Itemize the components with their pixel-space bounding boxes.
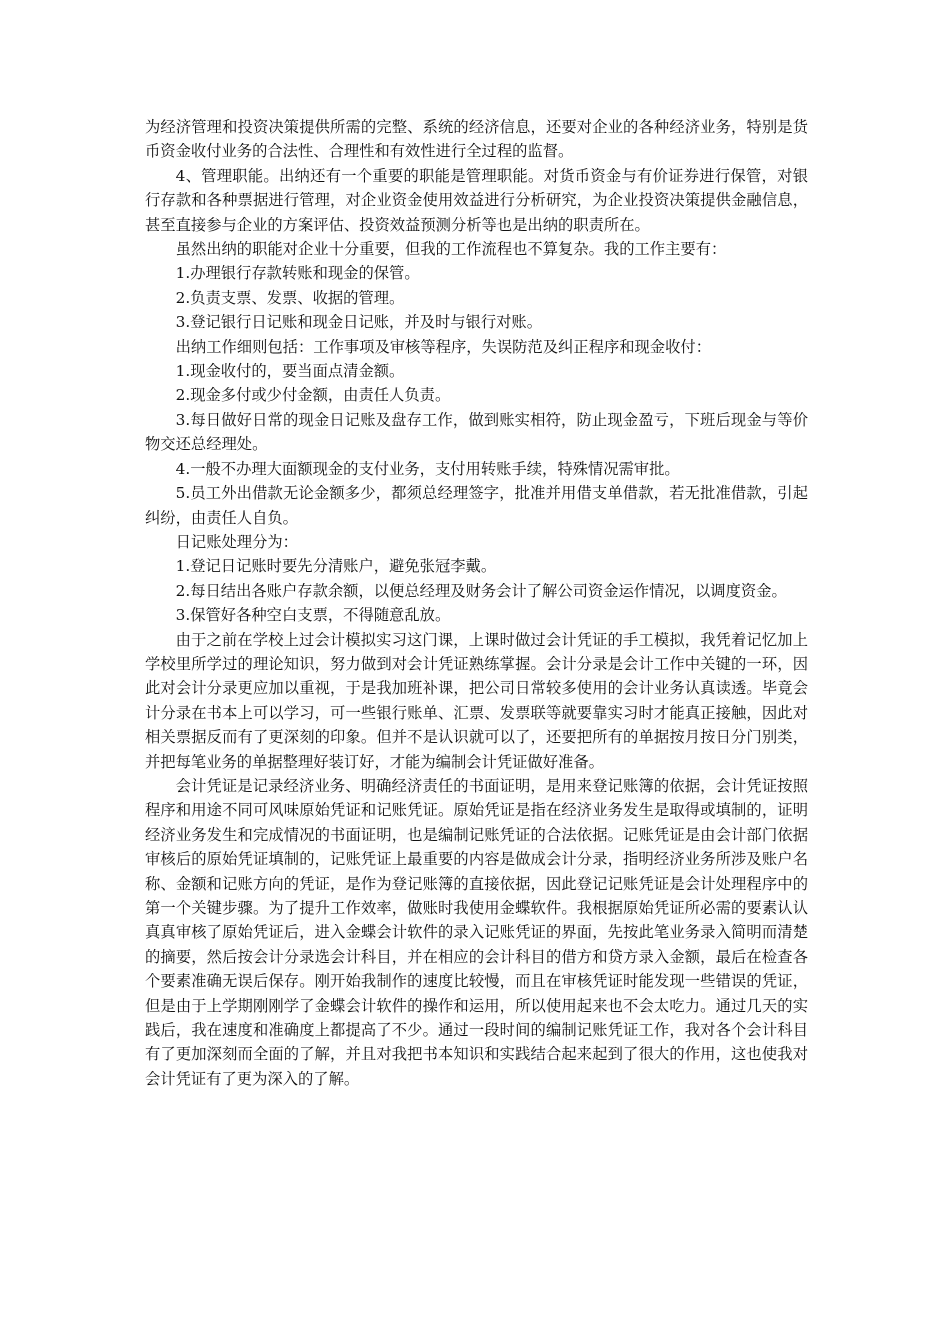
paragraph-rules-intro: 出纳工作细则包括：工作事项及审核等程序，失误防范及纠正程序和现金收付： bbox=[175, 337, 711, 356]
list-item-rule-3: 3.每日做好日常的现金日记账及盘存工作，做到账实相符，防止现金盈亏，下班后现金与等价物交还总经理处。 bbox=[145, 410, 808, 454]
paragraph-management-function: 4、管理职能。出纳还有一个重要的职能是管理职能。对货币资金与有价证券进行保管，对银行存款和各种票据进行管理，对企业资金使用效益进行分析研究，为企业投资决策提供金融信息，甚至直接参与企业的方案评估、投资效益预测分析等也是出纳的职责所在。 bbox=[145, 166, 808, 234]
paragraph-accounting-vouchers: 会计凭证是记录经济业务、明确经济责任的书面证明，是用来登记账簿的依据，会计凭证按照程序和用途不同可风味原始凭证和记账凭证。原始凭证是指在经济业务发生是取得或填制的，证明经济业务发生和完成情况的书面证明，也是编制记账凭证的合法依据。记账凭证是由会计部门依据审核后的原始凭证填制的，记账凭证上最重要的内容是做成会计分录，指明经济业务所涉及账户名称、金额和记账方向的凭证，是作为登记账簿的直接依据，因此登记记账凭证是会计处理程序中的第一个关键步骤。为了提升工作效率，做账时我使用金蝶软件。我根据原始凭证所必需的要素认认真真审核了原始凭证后，进入金蝶会计软件的录入记账凭证的界面，先按此笔业务录入简明而清楚的摘要，然后按会计分录选会计科目，并在相应的会计科目的借方和贷方录入金额，最后在检查各个要素准确无误后保存。刚开始我制作的速度比较慢，而且在审核凭证时能发现一些错误的凭证，但是由于上学期刚刚学了金蝶会计软件的操作和运用，所以使用起来也不会太吃力。通过几天的实践后，我在速度和准确度上都提高了不少。通过一段时间的编制记账凭证工作，我对各个会计科目有了更加深刻而全面的了解，并且对我把书本知识和实践结合起来起到了很大的作用，这也使我对会计凭证有了更为深入的了解。 bbox=[145, 776, 808, 1088]
paragraph-journal-intro: 日记账处理分为： bbox=[175, 532, 298, 551]
list-item-journal-3: 3.保管好各种空白支票，不得随意乱放。 bbox=[175, 606, 451, 625]
paragraph-accounting-practice: 由于之前在学校上过会计模拟实习这门课，上课时做过会计凭证的手工模拟，我凭着记忆加上学校里所学过的理论知识，努力做到对会计凭证熟练掌握。会计分录是会计工作中关键的一环，因此对会计分录更应加以重视，于是我加班补课，把公司日常较多使用的会计业务认真读透。毕竟会计分录在书本上可以学习，可一些银行账单、汇票、发票联等就要靠实习时才能真正接触，因此对相关票据反而有了更深刻的印象。但并不是认识就可以了，还要把所有的单据按月按日分门别类，并把每笔业务的单据整理好装订好，才能为编制会计凭证做好准备。 bbox=[145, 630, 808, 771]
list-item-journal-1: 1.登记日记账时要先分清账户，避免张冠李戴。 bbox=[175, 557, 497, 576]
paragraph-work-intro: 虽然出纳的职能对企业十分重要，但我的工作流程也不算复杂。我的工作主要有： bbox=[175, 240, 727, 259]
list-item-work-3: 3.登记银行日记账和现金日记账，并及时与银行对账。 bbox=[175, 313, 543, 332]
list-item-rule-5: 5.员工外出借款无论金额多少，都须总经理签字，批准并用借支单借款，若无批准借款，引起纠纷，由责任人自负。 bbox=[145, 484, 808, 527]
paragraph-supervision-end: 为经济管理和投资决策提供所需的完整、系统的经济信息，还要对企业的各种经济业务，特别是货币资金收付业务的合法性、合理性和有效性进行全过程的监督。 bbox=[145, 118, 808, 161]
list-item-work-2: 2.负责支票、发票、收据的管理。 bbox=[175, 288, 405, 307]
list-item-journal-2: 2.每日结出各账户存款余额，以便总经理及财务会计了解公司资金运作情况，以调度资金。 bbox=[175, 581, 787, 600]
list-item-rule-1: 1.现金收付的，要当面点清金额。 bbox=[175, 362, 405, 381]
list-item-work-1: 1.办理银行存款转账和现金的保管。 bbox=[175, 264, 420, 283]
document-page bbox=[145, 115, 808, 1091]
list-item-rule-2: 2.现金多付或少付金额，由责任人负责。 bbox=[175, 386, 451, 405]
list-item-rule-4: 4.一般不办理大面额现金的支付业务，支付用转账手续，特殊情况需审批。 bbox=[175, 459, 680, 478]
